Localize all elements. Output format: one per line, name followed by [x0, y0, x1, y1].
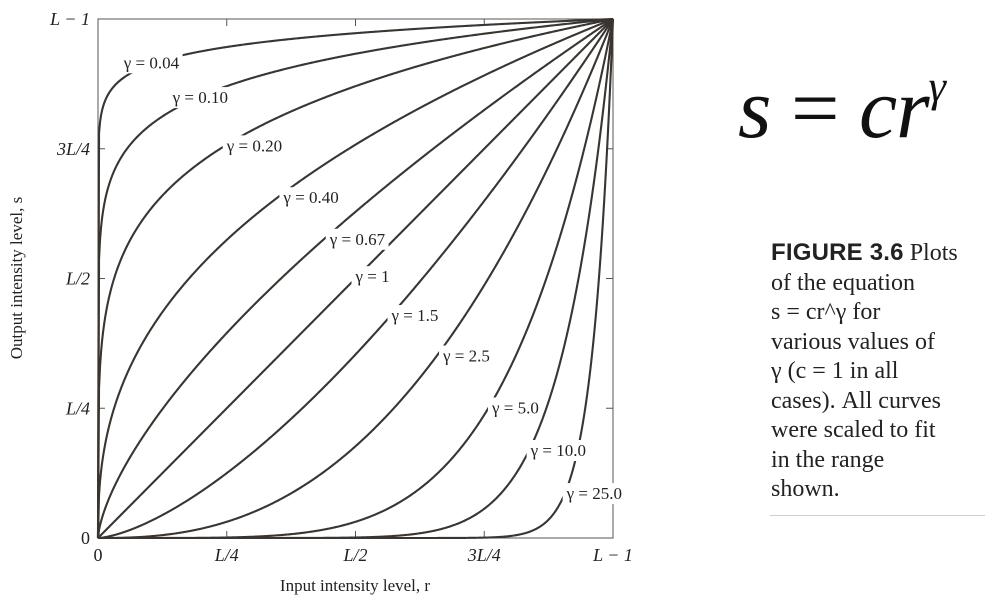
x-tick-label: 3L/4 [467, 545, 501, 565]
y-axis-label: Output intensity level, s [7, 196, 26, 360]
equation-rhs-base: cr [858, 60, 929, 156]
curve-label: γ = 25.0 [566, 484, 623, 504]
curve-label: γ = 0.40 [283, 188, 339, 208]
caption-line-1: of the equation [771, 269, 915, 296]
caption-line-5: cases). All curves [771, 387, 941, 414]
caption-line-2: s = cr^γ for [771, 299, 881, 325]
curve-label: γ = 0.67 [329, 229, 386, 249]
caption-line-6: were scaled to fit [771, 417, 936, 443]
caption-line-4: γ (c = 1 in all [771, 358, 899, 384]
y-tick-label: L/4 [65, 398, 90, 419]
curve-label: γ = 5.0 [491, 398, 539, 418]
curve-labels [120, 52, 625, 504]
curve-label: γ = 1.5 [391, 306, 439, 326]
curve-label: γ = 0.10 [172, 88, 229, 108]
curve-label: γ = 1 [355, 267, 390, 287]
caption-line-0: Plots [909, 240, 958, 266]
caption-line-8: shown. [771, 476, 840, 502]
figure-caption [771, 238, 996, 505]
caption-line-3: various values of [771, 328, 935, 355]
curve-label: γ = 0.20 [226, 136, 283, 156]
equation-lhs: s [738, 60, 771, 156]
y-tick-label: L/2 [65, 268, 90, 289]
curve-label: γ = 2.5 [443, 346, 490, 366]
x-tick-label: L/4 [214, 545, 239, 565]
curve-label: γ = 10.0 [530, 440, 586, 460]
y-tick-label: 3L/4 [56, 138, 90, 159]
equation-exponent: γ [928, 62, 945, 112]
x-tick-label: 0 [93, 545, 103, 565]
x-tick-label: L/2 [343, 545, 368, 565]
y-tick-label: 0 [81, 528, 90, 548]
y-tick-label: L − 1 [50, 9, 90, 29]
x-axis-label: Input intensity level, r [279, 576, 431, 595]
caption-divider [770, 515, 985, 516]
curve-label: γ = 0.04 [123, 53, 180, 73]
caption-line-7: in the range [771, 446, 885, 473]
x-tick-label: L − 1 [593, 545, 633, 565]
figure-label: FIGURE 3.6 [771, 239, 904, 266]
gamma-equation: $s = cr^\gamma$ [738, 60, 945, 156]
